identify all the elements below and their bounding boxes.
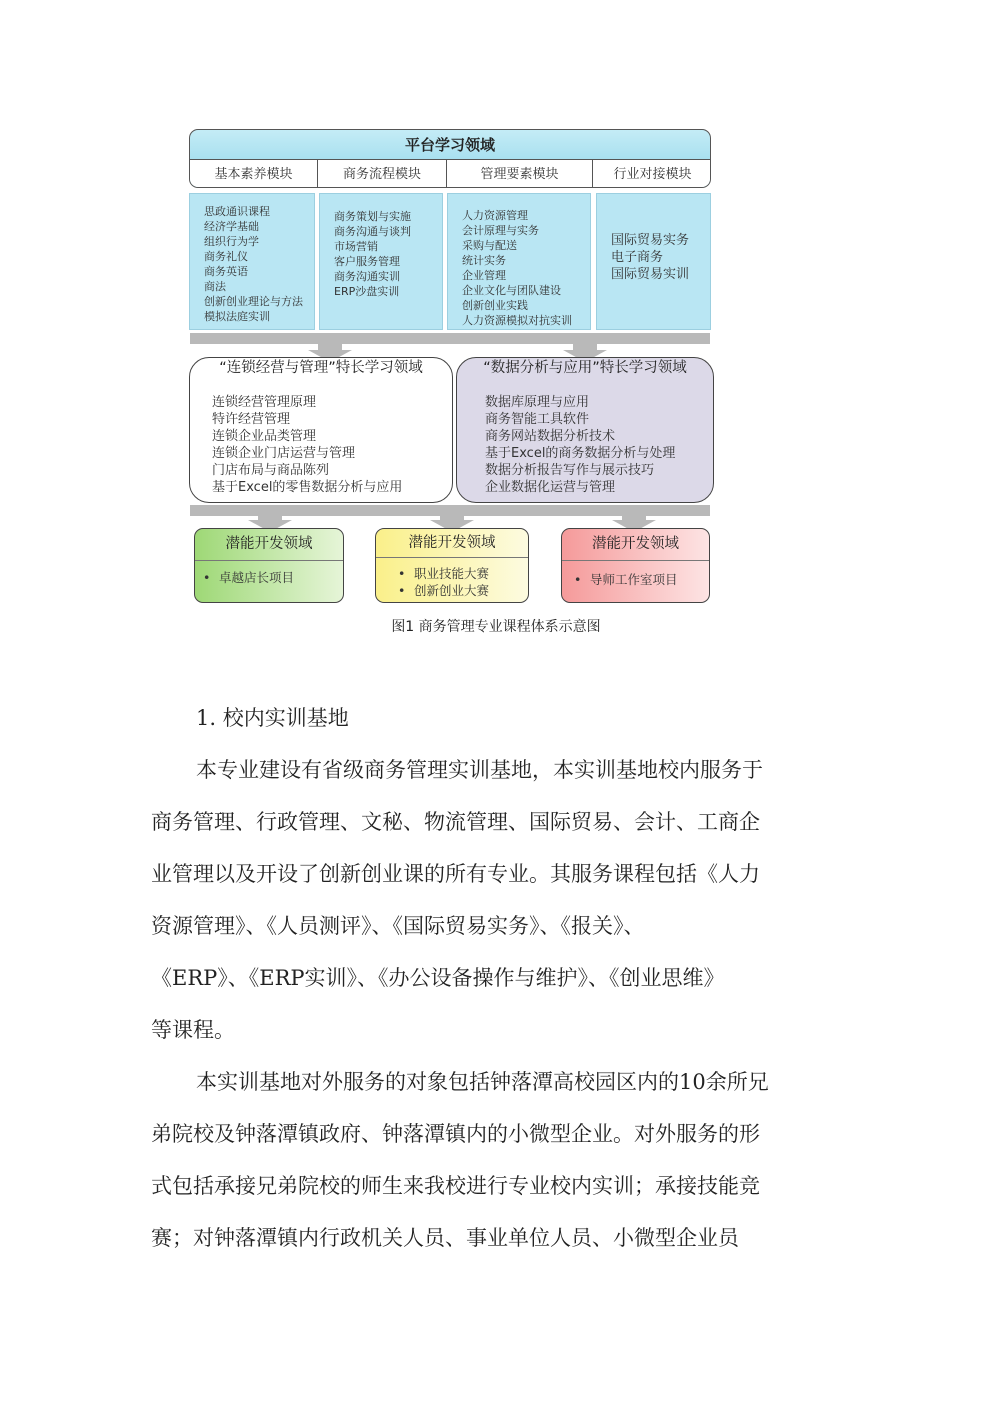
paragraph-line: 式包括承接兄弟院校的师生来我校进行专业校内实训；承接技能竞	[151, 1174, 760, 1198]
paragraph-line: 赛；对钟落潭镇内行政机关人员、事业单位人员、小微型企业员	[151, 1226, 739, 1250]
paragraph-line: 本专业建设有省级商务管理实训基地，本实训基地校内服务于	[196, 758, 763, 782]
potential-title: 潜能开发领域	[562, 529, 709, 561]
course-item: 商务策划与实施	[334, 210, 411, 223]
paragraph-line: 本实训基地对外服务的对象包括钟落潭高校园区内的10余所兄	[196, 1070, 769, 1094]
course-item: 会计原理与实务	[462, 224, 539, 237]
course-list-management	[447, 193, 591, 330]
potential-item: • 职业技能大赛	[398, 566, 490, 581]
course-item: 组织行为学	[204, 235, 259, 248]
paragraph-line: 商务管理、行政管理、文秘、物流管理、国际贸易、会计、工商企	[151, 810, 760, 834]
course-item: 创新创业理论与方法	[204, 295, 303, 308]
course-item: 人力资源模拟对抗实训	[462, 314, 572, 327]
potential-box-green	[194, 528, 344, 603]
section-heading: 1. 校内实训基地	[196, 706, 349, 730]
course-item: 商务礼仪	[204, 250, 248, 263]
bullet-icon: •	[398, 583, 406, 598]
potential-box-red	[561, 528, 710, 603]
course-item: 统计实务	[462, 254, 506, 267]
course-item: 国际贸易实务	[611, 233, 690, 248]
bullet-icon: •	[398, 566, 406, 581]
connector-bar-top	[190, 333, 710, 344]
course-item: 思政通识课程	[204, 205, 270, 218]
bullet-icon: •	[574, 572, 582, 587]
specialty-item: 基于Excel的零售数据分析与应用	[212, 480, 403, 495]
specialty-item: 连锁企业品类管理	[212, 429, 317, 444]
bullet-icon: •	[203, 570, 211, 585]
course-item: 企业文化与团队建设	[462, 284, 561, 297]
specialty-title: “连锁经营与管理”特长学习领域	[219, 360, 423, 376]
platform-header	[189, 129, 711, 188]
course-item: 采购与配送	[462, 239, 517, 252]
platform-title: 平台学习领域	[190, 130, 710, 160]
potential-box-yellow	[375, 528, 529, 603]
course-item: 人力资源管理	[462, 209, 528, 222]
specialty-item: 数据分析报告写作与展示技巧	[485, 463, 655, 478]
course-item: 商务沟通实训	[334, 270, 400, 283]
course-item: 商法	[204, 280, 226, 293]
course-list-process	[319, 193, 443, 330]
course-item: 商务英语	[204, 265, 248, 278]
paragraph-line: 等课程。	[151, 1018, 235, 1042]
specialty-item: 基于Excel的商务数据分析与处理	[485, 446, 676, 461]
potential-item: • 创新创业大赛	[398, 583, 490, 598]
course-item: ERP沙盘实训	[334, 285, 400, 298]
specialty-item: 连锁企业门店运营与管理	[212, 446, 356, 461]
potential-item: • 导师工作室项目	[574, 572, 678, 587]
specialty-chain-operation	[189, 357, 453, 503]
specialty-item: 连锁经营管理原理	[212, 395, 317, 410]
course-list-basic	[189, 193, 315, 330]
module-basic-literacy: 基本素养模块	[190, 160, 318, 188]
specialty-item: 门店布局与商品陈列	[212, 463, 330, 478]
specialty-item: 商务智能工具软件	[485, 412, 590, 427]
course-item: 国际贸易实训	[611, 267, 690, 282]
paragraph-line: 弟院校及钟落潭镇政府、钟落潭镇内的小微型企业。对外服务的形	[151, 1122, 760, 1146]
course-item: 企业管理	[462, 269, 506, 282]
course-item: 创新创业实践	[462, 299, 528, 312]
course-item: 电子商务	[611, 250, 664, 265]
course-item: 客户服务管理	[334, 255, 400, 268]
potential-item: • 卓越店长项目	[203, 570, 295, 585]
paragraph-line: 《ERP》、《ERP实训》、《办公设备操作与维护》、《创业思维》	[151, 966, 725, 990]
specialty-item: 商务网站数据分析技术	[485, 429, 616, 444]
course-item: 市场营销	[334, 240, 378, 253]
paragraph-line: 资源管理》、《人员测评》、《国际贸易实务》、《报关》、	[151, 914, 645, 938]
specialty-title: “数据分析与应用”特长学习领域	[483, 360, 687, 376]
figure-caption: 图1 商务管理专业课程体系示意图	[391, 619, 601, 635]
specialty-item: 企业数据化运营与管理	[485, 480, 616, 495]
module-business-process: 商务流程模块	[318, 160, 447, 188]
module-industry-docking: 行业对接模块	[593, 160, 711, 188]
specialty-data-analysis	[456, 357, 714, 503]
specialty-item: 数据库原理与应用	[485, 395, 590, 410]
potential-title: 潜能开发领域	[376, 529, 528, 558]
course-item: 模拟法庭实训	[204, 310, 270, 323]
course-item: 商务沟通与谈判	[334, 225, 411, 238]
module-management-elements: 管理要素模块	[447, 160, 593, 188]
potential-title: 潜能开发领域	[195, 529, 343, 561]
paragraph-line: 业管理以及开设了创新创业课的所有专业。其服务课程包括《人力	[151, 862, 760, 886]
specialty-item: 特许经营管理	[212, 412, 291, 427]
course-item: 经济学基础	[204, 220, 259, 233]
course-list-industry	[596, 193, 711, 330]
